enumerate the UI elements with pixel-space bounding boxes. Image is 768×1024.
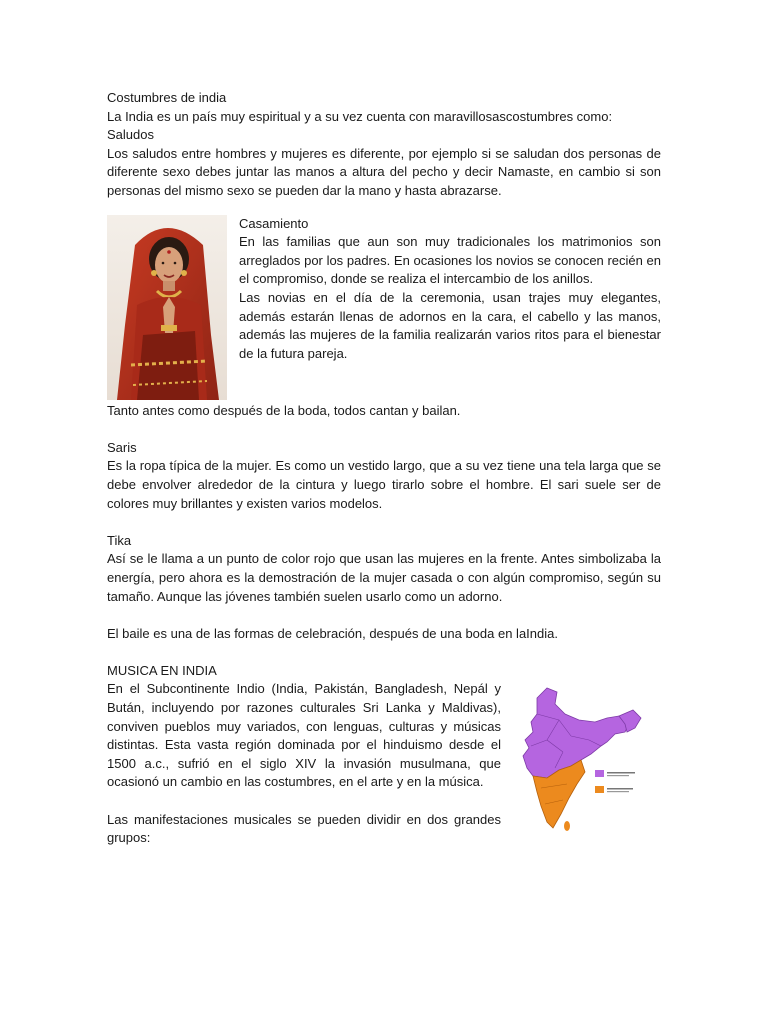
tika-text: Así se le llama a un punto de color rojo que usan las mujeres en la frente. Antes simbolizaba la energía, pero ahora es la demostración de la mujer casada o con algún compromiso, según su tamaño. Aunque las jóvenes también suelen usarlo como un adorno. (107, 551, 661, 604)
india-map-image (507, 680, 655, 835)
saludos-text: Los saludos entre hombres y mujeres es diferente, por ejemplo si se saludan dos personas de diferente sexo debes juntar las manos a altura del pecho y decir Namaste, en cambio si son personas del mismo sexo se pueden dar la mano y hasta abrazarse. (107, 145, 661, 198)
casamiento-heading: Casamiento (239, 215, 309, 231)
casamiento-paragraph-3: Tanto antes como después de la boda, todos cantan y bailan. (107, 402, 461, 418)
tika-heading: Tika (107, 532, 132, 548)
casamiento-paragraph-1: En las familias que aun son muy tradicionales los matrimonios son arreglados por los padres. En ocasiones los novios se conocen recién en el compromiso, donde se realiza el intercambio de los anillos. (239, 234, 661, 287)
saris-text: Es la ropa típica de la mujer. Es como un vestido largo, que a su vez tiene una tela larga que se debe envolver alrededor de la cintura y luego tirarlo sobre el hombre. El sari suele ser de colores muy brillantes y existen varios modelos. (107, 458, 661, 511)
baile-text: El baile es una de las formas de celebración, después de una boda en laIndia. (107, 625, 558, 641)
saris-heading: Saris (107, 439, 137, 455)
musica-heading: MUSICA EN INDIA (107, 662, 217, 678)
bride-photo (107, 215, 227, 400)
musica-paragraph-2: Las manifestaciones musicales se pueden dividir en dos grandes grupos: (107, 811, 501, 846)
saludos-heading: Saludos (107, 127, 154, 143)
woman-in-sari-photo (107, 215, 227, 400)
musica-paragraph-1: En el Subcontinente Indio (India, Pakistán, Bangladesh, Nepál y Bután, incluyendo por razones culturales Sri Lanka y Maldivas), conviven pueblos muy variados, con lenguas, culturas y músicas distintas. Esta vasta región dominada por el hinduismo desde el 1500 a.c., sufrió en el siglo XIV la invasión musulmana, que ocasionó un cambio en las costumbres, en el arte y en la música. (107, 681, 501, 790)
document-page (107, 89, 661, 848)
india-map (507, 680, 655, 835)
casamiento-paragraph-2: Las novias en el día de la ceremonia, usan trajes muy elegantes, además estarán llenas de adornos en la cara, el cabello y las manos, además las mujeres de la familia realizarán varios ritos para el bienestar de la futura pareja. (239, 289, 661, 361)
document-title: Costumbres de india (107, 90, 227, 105)
intro-text: La India es un país muy espiritual y a su vez cuenta con maravillosascostumbres como: (107, 108, 613, 124)
